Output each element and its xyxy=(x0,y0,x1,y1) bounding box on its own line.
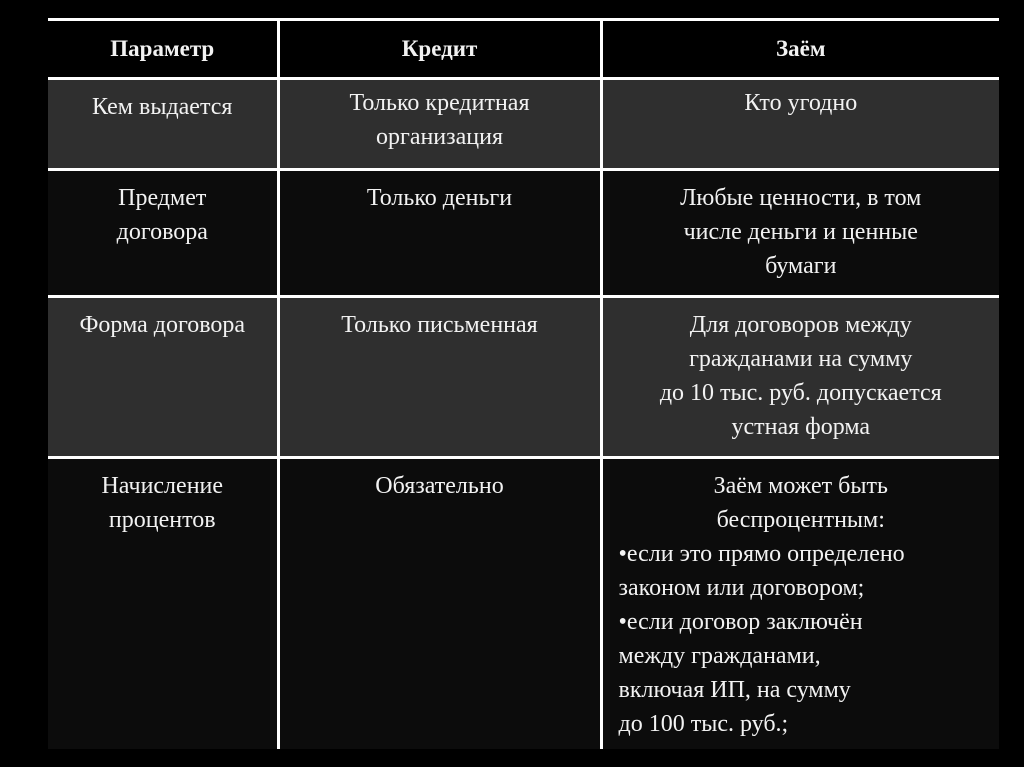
cell-line: Только кредитная xyxy=(349,90,530,116)
cell-loan xyxy=(601,458,999,750)
cell-line: Для договоров между xyxy=(689,312,912,338)
cell-line: Только деньги xyxy=(366,185,513,211)
cell-line: организация xyxy=(375,124,504,150)
table-row xyxy=(48,297,999,458)
cell-line: Начисление xyxy=(101,473,224,499)
header-parameter: Параметр xyxy=(48,20,278,79)
cell-line: устная форма xyxy=(731,414,871,440)
cell-parameter xyxy=(48,170,278,297)
cell-credit xyxy=(278,170,601,297)
table-row xyxy=(48,458,999,750)
cell-credit xyxy=(278,297,601,458)
header-loan: Заём xyxy=(601,20,999,79)
cell-parameter xyxy=(48,458,278,750)
cell-line: Кем выдается xyxy=(92,94,233,120)
cell-line: до 10 тыс. руб. допускается xyxy=(659,380,942,406)
table-header-row xyxy=(48,20,999,79)
list-item: между гражданами, xyxy=(618,643,821,669)
cell-line: Обязательно xyxy=(375,473,504,499)
cell-line: Заём может быть xyxy=(713,473,888,499)
list-item: законом или договором; xyxy=(618,575,865,601)
comparison-table xyxy=(48,18,999,749)
cell-line: бумаги xyxy=(765,253,837,279)
cell-credit xyxy=(278,458,601,750)
cell-line: Предмет xyxy=(118,185,207,211)
list-item: •если договор заключён xyxy=(618,609,863,635)
cell-parameter xyxy=(48,79,278,170)
cell-line: числе деньги и ценные xyxy=(683,219,918,245)
cell-line: Кто угодно xyxy=(744,90,858,116)
cell-line: договора xyxy=(116,219,208,245)
cell-line: беспроцентным: xyxy=(716,507,885,533)
cell-credit xyxy=(278,79,601,170)
cell-loan xyxy=(601,170,999,297)
cell-loan xyxy=(601,79,999,170)
cell-line: Форма договора xyxy=(79,312,246,338)
cell-line: гражданами на сумму xyxy=(689,346,913,372)
cell-line: Любые ценности, в том xyxy=(680,185,922,211)
cell-loan xyxy=(601,297,999,458)
header-credit: Кредит xyxy=(278,20,601,79)
list-item: до 100 тыс. руб.; xyxy=(618,711,789,737)
list-item: включая ИП, на сумму xyxy=(618,677,851,703)
cell-parameter xyxy=(48,297,278,458)
list-item: •если это прямо определено xyxy=(618,541,905,567)
table-row xyxy=(48,170,999,297)
table-row xyxy=(48,79,999,170)
conditions-list xyxy=(603,537,1000,741)
cell-line: процентов xyxy=(108,507,216,533)
cell-line: Только письменная xyxy=(341,312,538,338)
